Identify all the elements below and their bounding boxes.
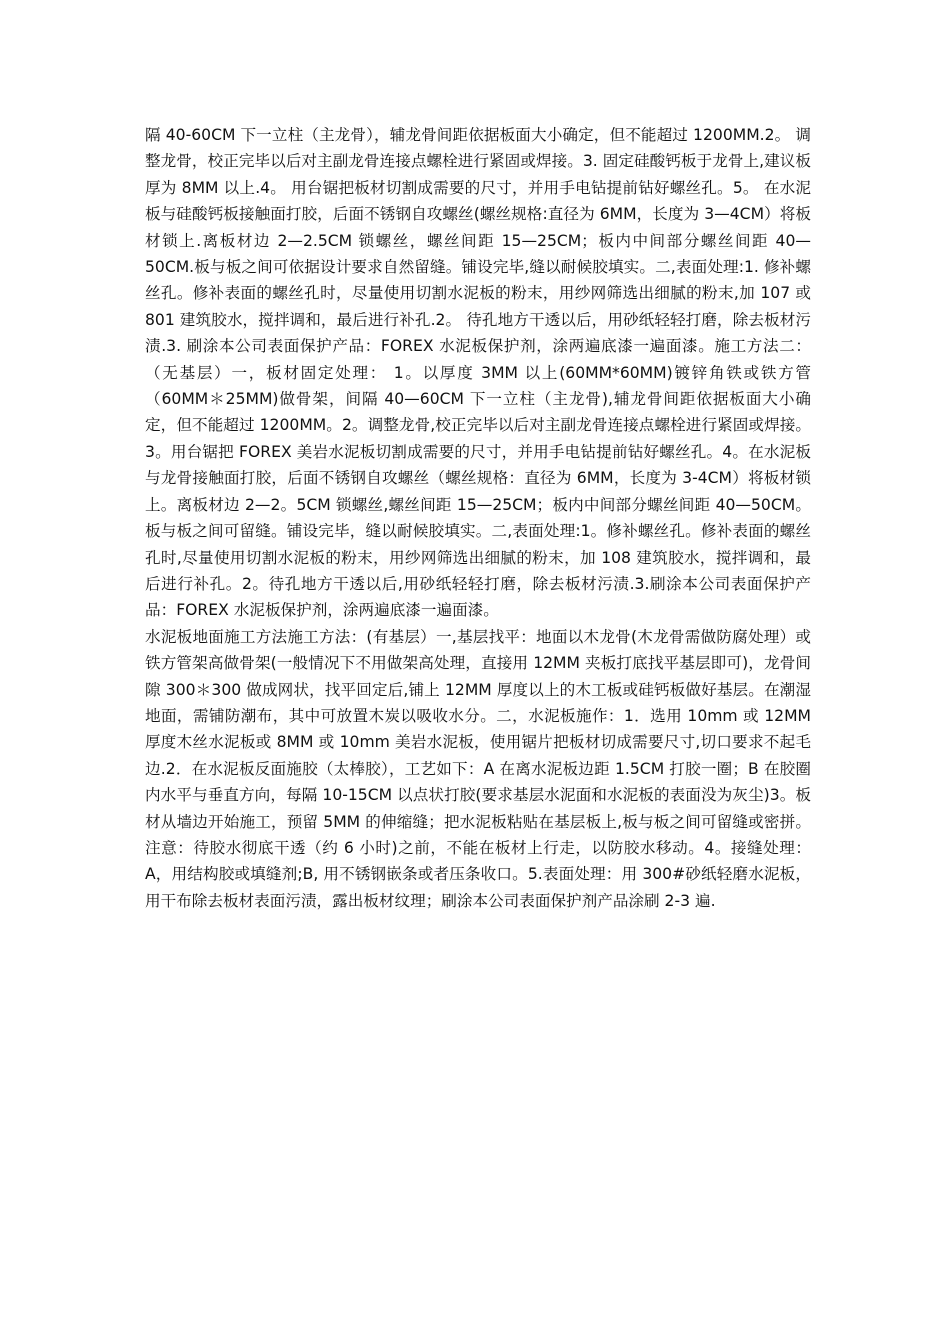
paragraph-wall-installation: 隔 40-60CM 下一立柱（主龙骨），辅龙骨间距依据板面大小确定，但不能超过 1200MM.2。 调整龙骨，校正完毕以后对主副龙骨连接点螺栓进行紧固或焊接。3. 固定硅酸钙板于龙骨上,建议板厚为 8MM 以上.4。 用台锯把板材切割成需要的尺寸，并用手电钻提前钻好螺丝孔。5。 在水泥板与硅酸钙板接触面打胶，后面不锈钢自攻螺丝(螺丝规格:直径为 6MM，长度为 3—4CM）将板材锁上.离板材边 2—2.5CM 锁螺丝，螺丝间距 15—25CM；板内中间部分螺丝间距 40—50CM.板与板之间可依据设计要求自然留缝。铺设完毕,缝以耐候胶填实。二,表面处理:1. 修补螺丝孔。修补表面的螺丝孔时，尽量使用切割水泥板的粉末，用纱网筛选出细腻的粉末,加 107 或 801 建筑胶水，搅拌调和，最后进行补孔.2。 待孔地方干透以后，用砂纸轻轻打磨，除去板材污渍.3. 刷涂本公司表面保护产品：FOREX 水泥板保护剂，涂两遍底漆一遍面漆。施工方法二：（无基层）一，板材固定处理： 1。以厚度 3MM 以上(60MM*60MM)镀锌角铁或铁方管（60MM＊25MM)做骨架，间隔 40—60CM 下一立柱（主龙骨),辅龙骨间距依据板面大小确定，但不能超过 1200MM。2。调整龙骨,校正完毕以后对主副龙骨连接点螺栓进行紧固或焊接。 3。用台锯把 FOREX 美岩水泥板切割成需要的尺寸，并用手电钻提前钻好螺丝孔。4。在水泥板与龙骨接触面打胶，后面不锈钢自攻螺丝（螺丝规格：直径为 6MM，长度为 3-4CM）将板材锁上。离板材边 2—2。5CM 锁螺丝,螺丝间距 15—25CM；板内中间部分螺丝间距 40—50CM。板与板之间可留缝。铺设完毕，缝以耐候胶填实。二,表面处理:1。修补螺丝孔。修补表面的螺丝孔时,尽量使用切割水泥板的粉末，用纱网筛选出细腻的粉末，加 108 建筑胶水，搅拌调和，最后进行补孔。2。待孔地方干透以后,用砂纸轻轻打磨，除去板材污渍.3.刷涂本公司表面保护产品：FOREX 水泥板保护剂，涂两遍底漆一遍面漆。 <box>145 126 811 620</box>
document-body <box>145 122 811 914</box>
paragraph-floor-installation: 水泥板地面施工方法施工方法：(有基层）一,基层找平：地面以木龙骨(木龙骨需做防腐处理）或铁方管架高做骨架(一般情况下不用做架高处理，直接用 12MM 夹板打底找平基层即可)，龙骨间隙 300＊300 做成网状，找平回定后,铺上 12MM 厚度以上的木工板或硅钙板做好基层。在潮湿地面，需铺防潮布，其中可放置木炭以吸收水分。二，水泥板施作：1．选用 10mm 或 12MM 厚度木丝水泥板或 8MM 或 10mm 美岩水泥板，使用锯片把板材切成需要尺寸,切口要求不起毛边.2．在水泥板反面施胶（太棒胶），工艺如下：A 在离水泥板边距 1.5CM 打胶一圈；B 在胶圈内水平与垂直方向，每隔 10-15CM 以点状打胶(要求基层水泥面和水泥板的表面没为灰尘)3。板材从墙边开始施工，预留 5MM 的伸缩缝；把水泥板粘贴在基层板上,板与板之间可留缝或密拼。注意：待胶水彻底干透（约 6 小时)之前，不能在板材上行走，以防胶水移动。4。接缝处理：A，用结构胶或填缝剂;B, 用不锈钢嵌条或者压条收口。5.表面处理：用 300#砂纸轻磨水泥板，用干布除去板材表面污渍，露出板材纹理；刷涂本公司表面保护剂产品涂刷 2-3 遍. <box>145 627 811 910</box>
